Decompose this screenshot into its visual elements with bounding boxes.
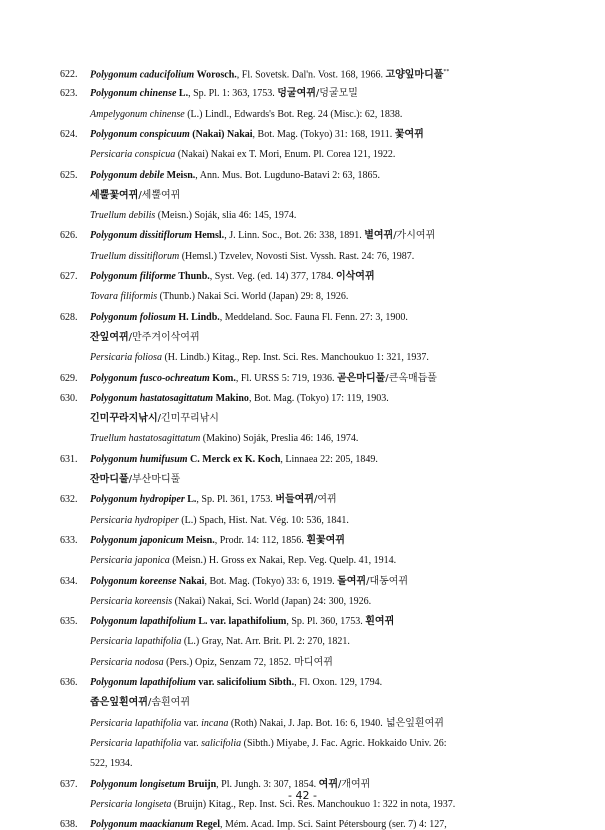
synonym-line: [90, 637, 350, 647]
synonym-citation: var.: [181, 717, 202, 729]
species-name: Polygonum lapathifolium: [90, 616, 196, 628]
synonym-name: Truellum hastatosagittatum: [90, 433, 201, 445]
korean-name: 곧은마디풀: [336, 372, 386, 384]
entry-number: 631.: [60, 453, 78, 465]
korean-name: 잔잎여뀌: [90, 331, 129, 343]
citation: , Ann. Mus. Bot. Lugduno-Batavi 2: 63, 1865.: [195, 169, 381, 181]
synonym-citation: (H. Lindb.) Kitag., Rep. Inst. Sci. Res. Manchoukuo 1: 321, 1937.: [161, 352, 429, 364]
korean-name: 버들여뀌: [275, 494, 314, 506]
synonym-name: Persicaria nodosa: [90, 656, 164, 668]
species-name: Polygonum humifusum: [90, 453, 188, 465]
citation: , Sp. Pl. 1: 363, 1753.: [188, 88, 275, 100]
species-author: L. var. lapathifolium: [198, 616, 287, 628]
korean-alt-name: /여뀌: [313, 494, 337, 506]
korean-name: 고양잎마디풀: [385, 69, 444, 81]
synonym-name: Persicaria lapathifolia: [90, 717, 182, 729]
species-name: Polygonum fusco-ochreatum: [90, 372, 210, 384]
korean-alt-name: /대동여뀌: [366, 575, 409, 587]
superscript-mark: **: [443, 69, 450, 75]
synonym-citation: (Meisn.) Soják, slia 46: 145, 1974.: [155, 210, 297, 222]
synonym-name: Truellum debilis: [90, 210, 156, 222]
entry-633: [60, 536, 540, 546]
entry-number: 636.: [60, 677, 78, 688]
synonym-citation: var.: [181, 737, 202, 749]
species-author: Meisn.: [186, 534, 215, 546]
species-author: Bruijn: [187, 778, 217, 790]
species-name: Polygonum dissitiflorum: [90, 230, 192, 242]
species-author: Hemsl.: [194, 230, 225, 242]
synonym-name: Tovara filiformis: [90, 291, 158, 303]
entry-number: 634.: [60, 575, 78, 587]
citation: , Sp. Pl. 361, 1753.: [196, 494, 273, 506]
entry-626: [60, 231, 540, 241]
synonym-citation: 522, 1934.: [90, 758, 133, 770]
korean-name: 이삭여뀌: [335, 271, 375, 282]
species-name: Polygonum longisetum: [90, 778, 186, 790]
synonym-variety: incana: [201, 717, 229, 729]
synonym-citation: (Nakai) Nakai, Sci. World (Japan) 24: 300, 1926.: [172, 595, 372, 607]
citation: , Fl. Oxon. 129, 1794.: [294, 677, 383, 688]
species-author: Regel: [196, 819, 221, 830]
synonym-citation: (Meisn.) H. Gross ex Nakai, Rep. Veg. Quelp. 41, 1914.: [169, 555, 397, 567]
korean-name: 흰꽃여뀌: [306, 534, 345, 546]
species-name: Polygonum chinense: [90, 88, 177, 100]
entry-630: [60, 394, 540, 404]
korean-alt-name: /긴미꾸리낚시: [157, 413, 219, 425]
korean-alt-name: /만주겨이삭여뀌: [128, 331, 200, 343]
synonym-line: [90, 739, 447, 749]
synonym-line: [90, 597, 371, 607]
synonym-line: [90, 434, 358, 444]
entry-632: [60, 495, 540, 505]
citation: , J. Linn. Soc., Bot. 26: 338, 1891.: [224, 230, 362, 242]
species-author: Nakai: [178, 575, 205, 587]
synonym-name: Persicaria lapathifolia: [90, 737, 182, 749]
entry-number: 637.: [60, 778, 78, 790]
synonym-line: [90, 658, 333, 668]
entry-638: [60, 820, 540, 830]
korean-name: 잔마디풀: [90, 474, 129, 485]
entry-628: [60, 313, 540, 323]
species-author: Kom.: [212, 372, 236, 384]
korean-name-line: [90, 191, 180, 201]
synonym-citation: (Thunb.) Nakai Sci. World (Japan) 29: 8, 1926.: [157, 291, 349, 303]
species-author: Makino: [215, 392, 249, 404]
species-name: Polygonum caducifolium: [90, 69, 195, 81]
synonym-name: Ampelygonum chinense: [90, 108, 185, 120]
entry-number: 625.: [60, 169, 78, 181]
entry-627: [60, 272, 540, 282]
synonym-name: Persicaria hydropiper: [90, 514, 179, 526]
synonym-line: [90, 150, 395, 160]
korean-name: 흰여뀌: [365, 616, 395, 628]
citation: , Fl. Sovetsk. Dal'n. Vost. 168, 1966.: [236, 69, 383, 81]
korean-alt-name: /개여뀌: [337, 778, 371, 790]
synonym-line: [90, 252, 414, 262]
species-name: Polygonum filiforme: [90, 271, 176, 282]
synonym-citation: (Nakai) Nakai ex T. Mori, Enum. Pl. Corea 121, 1922.: [175, 149, 396, 161]
synonym-name: Truellum dissitiflorum: [90, 250, 180, 262]
synonym-name: Persicaria lapathifolia: [90, 636, 182, 648]
citation: , Bot. Mag. (Tokyo) 33: 6, 1919.: [204, 575, 335, 587]
species-author: Worosch.: [196, 69, 237, 81]
citation: , Linnaea 22: 205, 1849.: [280, 453, 378, 465]
synonym-name: Persicaria conspicua: [90, 149, 176, 161]
synonym-line: [90, 516, 349, 526]
citation: , Fl. URSS 5: 719, 1936.: [235, 372, 335, 384]
synonym-citation: (L.) Lindl., Edwards's Bot. Reg. 24 (Misc.): 62, 1838.: [184, 108, 403, 120]
species-name: Polygonum koreense: [90, 575, 177, 587]
species-author: L.: [178, 88, 189, 100]
korean-name-line: [90, 414, 219, 424]
citation: , Meddeland. Soc. Fauna Fl. Fenn. 27: 3, 1900.: [219, 311, 408, 323]
korean-alt-name: /부산마디풀: [128, 474, 181, 485]
synonym-citation: (L.) Spach, Hist. Nat. Vég. 10: 536, 1841.: [178, 514, 349, 526]
entry-number: 623.: [60, 88, 78, 100]
entry-number: 628.: [60, 311, 78, 323]
citation: , Bot. Mag. (Tokyo) 31: 168, 1911.: [252, 128, 393, 140]
entry-number: 633.: [60, 534, 78, 546]
entry-629: [60, 374, 540, 384]
citation: , Mém. Acad. Imp. Sci. Saint Pétersbourg (ser. 7) 4: 127,: [220, 819, 447, 830]
entry-625: [60, 171, 540, 181]
synonym-line: [90, 719, 444, 729]
entry-number: 627.: [60, 271, 78, 282]
synonym-line: [90, 353, 429, 363]
synonym-citation: (L.) Gray, Nat. Arr. Brit. Pl. 2: 270, 1821.: [181, 636, 350, 648]
korean-name-line: [90, 333, 200, 343]
species-name: Polygonum maackianum: [90, 819, 194, 830]
synonym-citation-rest: (Roth) Nakai, J. Jap. Bot. 16: 6, 1940.: [228, 717, 383, 729]
synonym-name: Persicaria japonica: [90, 555, 170, 567]
entry-631: [60, 455, 540, 465]
entry-634: [60, 577, 540, 587]
citation: , Prodr. 14: 112, 1856.: [214, 534, 304, 546]
synonym-name: Persicaria foliosa: [90, 352, 162, 364]
entry-number: 629.: [60, 372, 78, 384]
species-name: Polygonum japonicum: [90, 534, 184, 546]
entry-637: [60, 780, 540, 790]
synonym-line: [90, 292, 348, 302]
entry-624: [60, 130, 540, 140]
species-author: var. salicifolium Sibth.: [198, 677, 295, 688]
species-author: L.: [187, 494, 197, 506]
species-name: Polygonum debile: [90, 169, 165, 181]
synonym-line: [90, 211, 296, 221]
species-name: Polygonum foliosum: [90, 311, 176, 323]
synonym-korean-name: 마디여뀌: [291, 656, 333, 668]
synonym-line: [90, 556, 396, 566]
species-author: Thunb.: [178, 271, 210, 282]
entry-number: 630.: [60, 392, 78, 404]
korean-name-line: [90, 475, 180, 485]
synonym-name: Persicaria longiseta: [90, 798, 172, 810]
species-author: Meisn.: [166, 169, 196, 181]
entry-622: [60, 69, 540, 80]
synonym-citation: (Makino) Soják, Preslia 46: 146, 1974.: [200, 433, 359, 445]
synonym-korean-name: 넓은잎흰여뀌: [382, 717, 444, 729]
entry-number: 624.: [60, 128, 78, 140]
entry-number: 632.: [60, 494, 78, 506]
synonym-citation: (Pers.) Opiz, Senzam 72, 1852.: [163, 656, 292, 668]
species-name: Polygonum hydropiper: [90, 494, 185, 506]
entry-636: [60, 678, 540, 688]
species-name: Polygonum conspicuum: [90, 128, 190, 140]
korean-alt-name: /큰옥매듭풀: [385, 372, 437, 384]
synonym-line: [90, 110, 402, 120]
synonym-line: [90, 759, 133, 769]
korean-alt-name: /가시여뀌: [393, 230, 436, 242]
species-author: (Nakai) Nakai: [192, 128, 253, 140]
page-number: - 42 -: [288, 789, 317, 802]
synonym-citation: (Bruijn) Kitag., Rep. Inst. Sci. Res. Manchoukuo 1: 322 in nota, 1937.: [171, 798, 456, 810]
citation: , Pl. Jungh. 3: 307, 1854.: [216, 778, 317, 790]
citation: , Bot. Mag. (Tokyo) 17: 119, 1903.: [248, 392, 389, 404]
citation: , Sp. Pl. 360, 1753.: [286, 616, 363, 628]
korean-name: 긴미꾸라지낚시: [90, 413, 158, 425]
korean-name-line: [90, 698, 190, 708]
entry-635: [60, 617, 540, 627]
korean-name: 덩굴여뀌: [277, 88, 316, 100]
synonym-citation-rest: (Sibth.) Miyabe, J. Fac. Agric. Hokkaido Univ. 26:: [241, 737, 447, 749]
citation: , Syst. Veg. (ed. 14) 377, 1784.: [209, 271, 334, 282]
korean-name: 꽃여뀌: [394, 128, 424, 140]
synonym-variety: salicifolia: [201, 737, 242, 749]
species-name: Polygonum hastatosagittatum: [90, 392, 214, 404]
synonym-citation: (Hemsl.) Tzvelev, Novosti Sist. Vyssh. Rast. 24: 76, 1987.: [179, 250, 415, 262]
species-author: H. Lindb.: [178, 311, 220, 323]
species-author: C. Merck ex K. Koch: [190, 453, 281, 465]
korean-alt-name: /솜흰여뀌: [147, 697, 190, 709]
korean-name: 여뀌: [318, 778, 338, 790]
korean-name: 좁은잎흰여뀌: [90, 697, 148, 709]
korean-name: 별여뀌: [364, 230, 394, 242]
korean-alt-name: /덩굴모밀: [315, 88, 358, 100]
entry-number: 638.: [60, 819, 78, 830]
entry-number: 622.: [60, 69, 78, 81]
entry-number: 626.: [60, 230, 78, 242]
synonym-name: Persicaria koreensis: [90, 595, 173, 607]
korean-alt-name: /세뿔여뀌: [138, 189, 181, 201]
entry-623: [60, 89, 540, 99]
korean-name: 세뿔꽃여뀌: [90, 189, 139, 201]
species-name: Polygonum lapathifolium: [90, 677, 196, 688]
entry-number: 635.: [60, 616, 78, 628]
korean-name: 돌여뀌: [337, 575, 367, 587]
